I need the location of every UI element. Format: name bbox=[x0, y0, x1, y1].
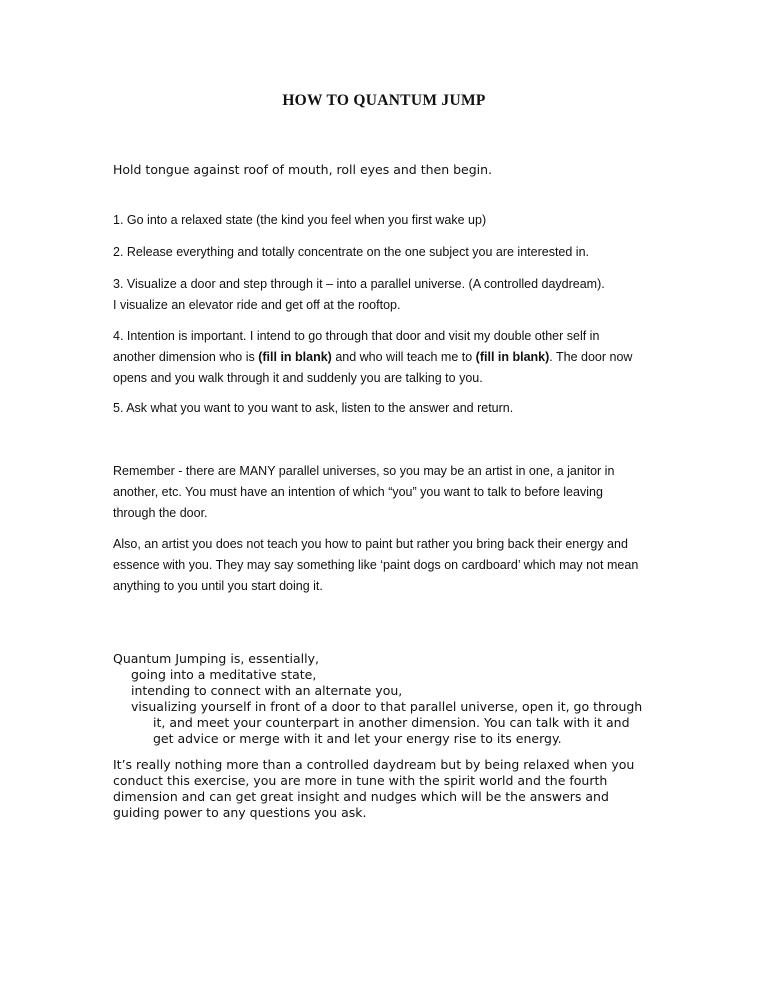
closing-line: conduct this exercise, you are more in tune with the spirit world and the fourth bbox=[113, 773, 608, 788]
quantum-item: intending to connect with an alternate you, bbox=[131, 683, 403, 698]
quantum-lead: Quantum Jumping is, essentially, bbox=[113, 651, 319, 666]
remember-paragraph: Remember - there are MANY parallel universes, so you may be an artist in one, a janitor in another, etc. You must have an intention of which “you” you want to talk to before leaving through the door. bbox=[113, 464, 615, 520]
step-3-line-2: I visualize an elevator ride and get off at the rooftop. bbox=[113, 298, 401, 312]
step-4-text-a: 4. Intention is important. I intend to go through that door and visit my double other self in another dimension who is bbox=[113, 329, 600, 364]
quantum-continuation: it, and meet your counterpart in another dimension. You can talk with it and bbox=[153, 715, 630, 730]
step-3-line-1: 3. Visualize a door and step through it – into a parallel universe. (A controlled daydream). bbox=[113, 277, 605, 291]
also-paragraph: Also, an artist you does not teach you how to paint but rather you bring back their energy and essence with you. They may say something like ‘paint dogs on cardboard’ which may not mean anything to you until you start doing it. bbox=[113, 537, 639, 593]
closing-line: dimension and can get great insight and nudges which will be the answers and bbox=[113, 789, 609, 804]
step-3 bbox=[113, 274, 653, 316]
document-title: HOW TO QUANTUM JUMP bbox=[282, 92, 486, 109]
step-5: 5. Ask what you want to you want to ask, listen to the answer and return. bbox=[113, 401, 514, 415]
step-4-blank-1: (fill in blank) bbox=[258, 350, 332, 364]
quantum-continuation: get advice or merge with it and let your energy rise to its energy. bbox=[153, 731, 562, 746]
closing-line: It’s really nothing more than a controlled daydream but by being relaxed when you bbox=[113, 757, 635, 772]
step-4-blank-2: (fill in blank) bbox=[475, 350, 550, 364]
quantum-definition bbox=[113, 651, 673, 747]
step-1: 1. Go into a relaxed state (the kind you feel when you first wake up) bbox=[113, 213, 487, 227]
step-4-text-b: and who will teach me to bbox=[331, 350, 476, 364]
closing-paragraph bbox=[113, 757, 673, 821]
intro-paragraph: Hold tongue against roof of mouth, roll eyes and then begin. bbox=[113, 162, 493, 177]
closing-line: guiding power to any questions you ask. bbox=[113, 805, 367, 820]
step-4-text-c: . The door now opens and you walk through it and suddenly you are talking to you. bbox=[113, 350, 633, 385]
step-4 bbox=[113, 326, 643, 389]
quantum-item: going into a meditative state, bbox=[131, 667, 317, 682]
step-2: 2. Release everything and totally concentrate on the one subject you are interested in. bbox=[113, 245, 589, 259]
quantum-item: visualizing yourself in front of a door to that parallel universe, open it, go through bbox=[131, 699, 643, 714]
